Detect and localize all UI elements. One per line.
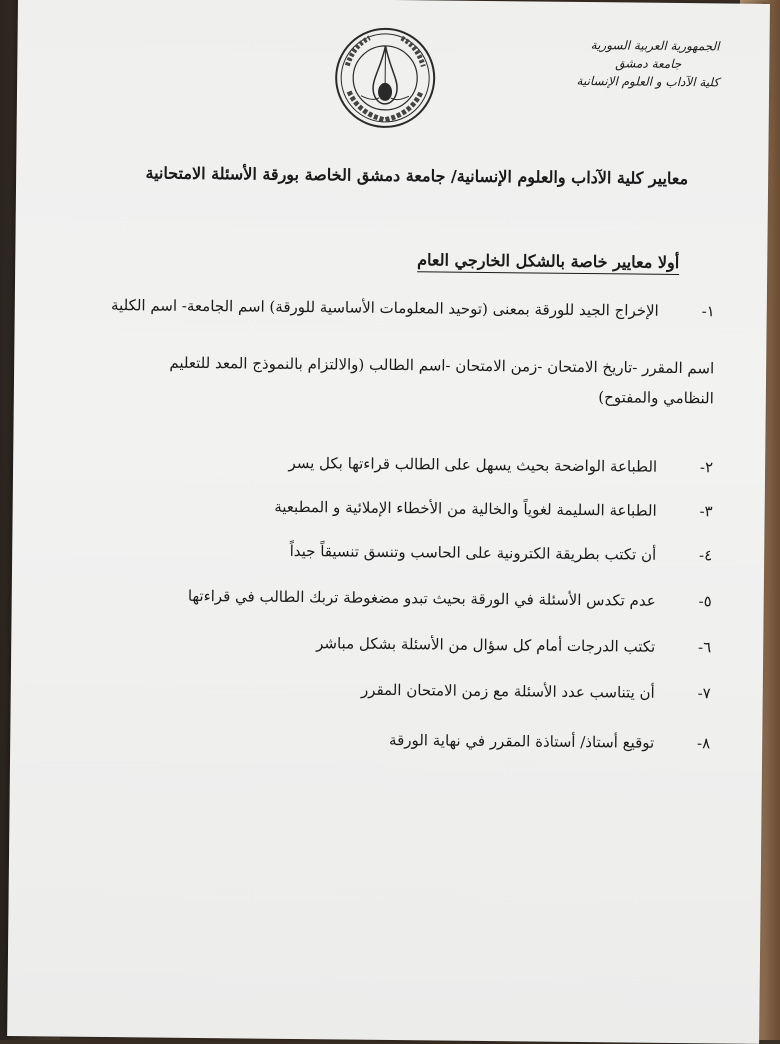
document-page xyxy=(7,0,770,1044)
item-text: تكتب الدرجات أمام كل سؤال من الأسئلة بشكل مباشر xyxy=(316,634,655,656)
item-number: ٣- xyxy=(657,499,713,524)
list-item-7 xyxy=(71,675,711,706)
list-item-1-continuation xyxy=(24,346,715,413)
item-text: أن يتناسب عدد الأسئلة مع زمن الامتحان المقرر xyxy=(361,681,655,702)
item-number: ١- xyxy=(659,299,715,324)
item-text: أن تكتب بطريقة الكترونية على الحاسب وتنسق تنسيقاً جيداً xyxy=(290,542,657,564)
item-number: ٢- xyxy=(657,455,713,480)
page-title: معايير كلية الآداب والعلوم الإنسانية/ جامعة دمشق الخاصة بورقة الأسئلة الامتحانية xyxy=(88,163,688,188)
list-item-6 xyxy=(71,629,711,660)
item-text: الطباعة الواضحة بحيث يسهل على الطالب قراءتها بكل يسر xyxy=(288,454,657,476)
list-item-1 xyxy=(75,293,715,324)
header-country: الجمهورية العربية السورية xyxy=(499,35,719,55)
list-item-2 xyxy=(73,449,713,480)
item-number: ٤- xyxy=(656,543,712,568)
header-faculty: كلية الآداب و العلوم الإنسانية xyxy=(499,71,719,91)
item-text: الطباعة السليمة لغوياً والخالية من الأخطاء الإملائية و المطبعية xyxy=(274,498,657,520)
list-item-4 xyxy=(72,537,712,568)
header-university: جامعة دمشق xyxy=(499,53,681,73)
continuation-line-1: اسم المقرر -تاريخ الامتحان -زمن الامتحان -اسم الطالب (والالتزام بالنموذج المعد للتعليم xyxy=(24,346,714,383)
item-number: ٧- xyxy=(655,681,711,706)
damascus-university-seal-icon xyxy=(333,25,438,130)
section-heading: أولا معايير خاصة بالشكل الخارجي العام xyxy=(417,250,679,275)
item-number: ٨- xyxy=(654,731,710,756)
item-number: ٥- xyxy=(656,589,712,614)
item-number: ٦- xyxy=(655,635,711,660)
list-item-3 xyxy=(73,493,713,524)
list-item-5 xyxy=(72,583,712,614)
item-text: الإخراج الجيد للورقة بمعنى (توحيد المعلومات الأساسية للورقة) اسم الجامعة- اسم الكلية xyxy=(111,296,659,320)
list-item-8 xyxy=(70,725,710,756)
item-text: توقيع أستاذ/ أستاذة المقرر في نهاية الورقة xyxy=(389,731,654,752)
institution-header xyxy=(499,35,720,91)
continuation-line-2: النظامي والمفتوح) xyxy=(24,376,714,413)
item-text: عدم تكدس الأسئلة في الورقة بحيث تبدو مضغوطة تربك الطالب في قراءتها xyxy=(188,587,656,610)
